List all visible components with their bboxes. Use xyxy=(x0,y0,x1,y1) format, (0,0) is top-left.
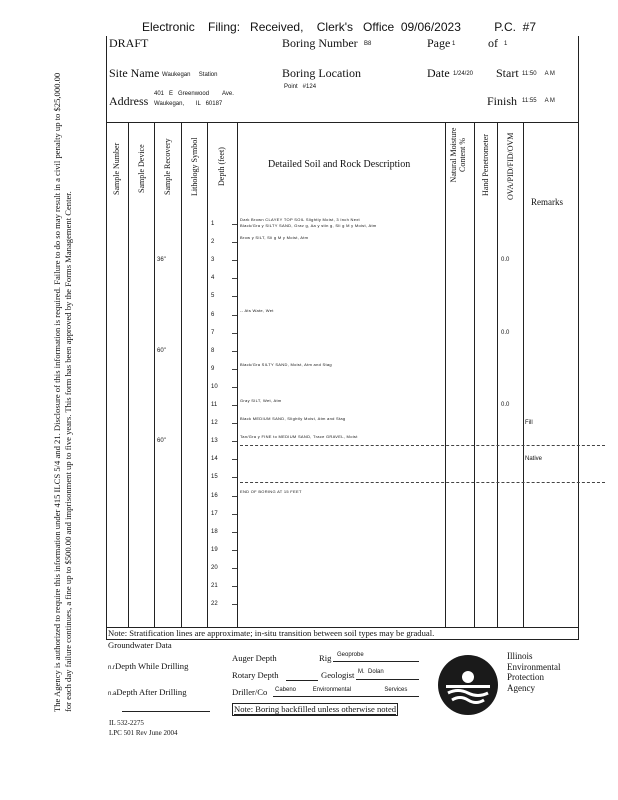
col-sample-recovery: Sample Recovery xyxy=(163,138,172,195)
depth-label: 10 xyxy=(211,383,218,390)
remark: Native xyxy=(525,456,543,463)
depth-label: 3 xyxy=(211,257,215,264)
recovery-value: 60" xyxy=(157,347,166,354)
address-line1: 401 E Greenwood Ave. xyxy=(154,91,234,97)
depth-tick xyxy=(232,351,237,352)
ova-reading: 0.0 xyxy=(501,329,510,336)
frame-right xyxy=(578,36,579,640)
strat-line xyxy=(240,445,605,446)
description-line: Dark Brown CLAYEY TOP SOIL Slightly Moist, 3 Inch Next xyxy=(240,217,360,222)
col-sample-number: Sample Number xyxy=(112,142,121,195)
page-value: 1 xyxy=(452,41,456,47)
description-line: Tan/Gra y FINE to MEDIUM SAND, Trace GRAVEL, Moist xyxy=(240,434,358,440)
ova-reading: 0.0 xyxy=(501,402,510,408)
geologist-value: M. Dolan xyxy=(358,669,384,675)
description-line: Black/Gra SILTY SAND, Moist, Atm and Stag xyxy=(240,361,332,367)
depth-label: 17 xyxy=(211,510,218,517)
backfill-note: Note: Boring backfilled unless otherwise noted xyxy=(234,704,397,714)
col-remarks: Remarks xyxy=(531,197,563,207)
driller-line xyxy=(273,696,419,697)
depth-tick xyxy=(232,568,237,569)
depth-label: 6 xyxy=(211,311,215,318)
driller-label: Driller/Co xyxy=(232,687,268,697)
col-description: Detailed Soil and Rock Description xyxy=(268,159,411,170)
col-divider xyxy=(207,122,208,627)
depth-tick xyxy=(232,405,237,406)
depth-label: 22 xyxy=(211,601,218,608)
date-label: Date xyxy=(427,66,450,80)
header-divider xyxy=(106,122,578,123)
depth-tick xyxy=(232,514,237,515)
depth-tick xyxy=(232,333,237,334)
depth-while-prefix: n.r xyxy=(108,665,116,671)
depth-after-prefix: n.a xyxy=(108,691,117,697)
depth-label: 4 xyxy=(211,275,215,282)
depth-tick xyxy=(232,477,237,478)
rotary-depth-line xyxy=(286,680,318,681)
site-name-value: Waukegan Station xyxy=(162,72,218,78)
finish-value: 11:55 A M xyxy=(522,98,555,104)
rig-value: Geoprobe xyxy=(337,652,364,658)
depth-label: 9 xyxy=(211,365,215,372)
col-lithology-symbol: Lithology Symbol xyxy=(190,137,199,196)
depth-tick xyxy=(232,532,237,533)
description-line: -- Ats Wate, Wet xyxy=(240,307,274,313)
col-penetrometer: Hand Penetrometer xyxy=(481,134,490,196)
address-line2: Waukegan, IL 60187 xyxy=(154,101,223,107)
depth-tick xyxy=(232,278,237,279)
stratification-note: Note: Stratification lines are approximate; in-situ transition between soil types may be gradual. xyxy=(108,628,435,638)
geologist-line xyxy=(356,679,419,680)
page-label: Page xyxy=(427,36,451,50)
depth-label: 16 xyxy=(211,492,218,499)
of-value: 1 xyxy=(504,41,508,47)
description-line: Gray SILT, Wet, Atm xyxy=(240,398,282,403)
filing-stamp: Electronic Filing: Received, Clerk's Office 09/06/2023 P.C. #7 xyxy=(142,20,537,34)
depth-tick xyxy=(232,459,237,460)
depth-after-drilling: n.aDepth After Drilling xyxy=(108,687,187,697)
frame-left xyxy=(106,36,107,640)
depth-label: 15 xyxy=(211,474,218,481)
address-label: Address xyxy=(109,94,149,108)
col-divider xyxy=(237,122,238,627)
recovery-value: 36" xyxy=(157,257,166,264)
date-value: 1/24/20 xyxy=(453,71,474,77)
boring-location-label: Boring Location xyxy=(282,66,361,80)
description-line: Black MEDIUM SAND, Slightly Moist, Atm and Stag xyxy=(240,416,346,422)
depth-tick xyxy=(232,550,237,551)
depth-tick xyxy=(232,441,237,442)
boring-location-value: Point #124 xyxy=(284,84,317,90)
boring-number-label: Boring Number xyxy=(282,36,358,50)
description-line: Black/Gra y SILTY SAND, Grav g, Aa y stin g, Sli g M y Moist, Atm xyxy=(240,223,377,228)
description-line: END OF BORING AT 15 FEET xyxy=(240,488,302,494)
rig-label: Rig xyxy=(319,653,332,663)
driller-value: Cabeno Environmental Services xyxy=(275,687,408,693)
iepa-logo xyxy=(436,653,500,717)
col-divider xyxy=(445,122,446,627)
depth-tick xyxy=(232,224,237,225)
form-id: IL 532-2275 xyxy=(109,719,144,727)
agency-name: Illinois Environmental Protection Agency xyxy=(507,651,561,693)
legal-side-text: The Agency is authorized to require this information under 415 ILCS 5/4 and 21. Disclosure of this information is required. Failure to do so may result in a civil penalty up to $25,000.00 for each day failure continues, a fine up to $500.00 and imprisonment up to five years. This form has been approved by the Forms Management Center. xyxy=(52,72,73,712)
depth-tick xyxy=(232,242,237,243)
rig-line xyxy=(333,661,419,662)
description-line: Brow y SILT, Sli g M y Moist, Atm xyxy=(240,235,309,241)
col-depth: Depth (feet) xyxy=(217,147,226,186)
col-divider xyxy=(128,122,129,627)
start-value: 11:50 A M xyxy=(522,71,555,77)
depth-label: 18 xyxy=(211,528,218,535)
col-divider xyxy=(154,122,155,627)
depth-label: 7 xyxy=(211,329,215,336)
start-label: Start xyxy=(496,66,519,80)
depth-label: 8 xyxy=(211,347,215,354)
depth-label: 2 xyxy=(211,239,215,246)
col-divider xyxy=(181,122,182,627)
depth-tick xyxy=(232,387,237,388)
depth-label: 19 xyxy=(211,546,218,553)
finish-label: Finish xyxy=(487,94,518,108)
depth-tick xyxy=(232,369,237,370)
depth-tick xyxy=(232,296,237,297)
depth-while-drilling: n.rDepth While Drilling xyxy=(108,661,189,671)
col-ova: OVA/PID/FID/OVM xyxy=(506,132,515,200)
boring-number-value: B8 xyxy=(364,41,372,47)
recovery-value: 60" xyxy=(157,438,166,445)
depth-label: 12 xyxy=(211,420,218,427)
depth-tick xyxy=(232,496,237,497)
depth-tick xyxy=(232,260,237,261)
note-bottom xyxy=(106,639,578,640)
col-divider xyxy=(497,122,498,627)
form-revision: LPC 501 Rev June 2004 xyxy=(109,729,178,737)
site-name-label: Site Name xyxy=(109,66,160,80)
draft-label: DRAFT xyxy=(109,36,149,50)
depth-tick xyxy=(232,423,237,424)
depth-label: 1 xyxy=(211,221,215,227)
depth-label: 5 xyxy=(211,293,215,300)
depth-tick xyxy=(232,604,237,605)
depth-tick xyxy=(232,586,237,587)
rotary-depth-label: Rotary Depth xyxy=(232,670,279,680)
depth-label: 11 xyxy=(211,402,218,408)
col-divider xyxy=(523,122,524,627)
groundwater-label: Groundwater Data xyxy=(108,640,172,650)
depth-after-line xyxy=(122,711,210,712)
depth-label: 13 xyxy=(211,438,218,445)
of-label: of xyxy=(488,36,498,50)
depth-label: 20 xyxy=(211,564,218,571)
col-moisture: Natural Moisture Content % xyxy=(449,127,467,183)
ova-reading: 0.0 xyxy=(501,257,510,264)
depth-label: 21 xyxy=(211,583,218,589)
remark: Fill xyxy=(525,420,533,427)
strat-line xyxy=(240,482,605,483)
geologist-label: Geologist xyxy=(321,670,355,680)
col-divider xyxy=(474,122,475,627)
depth-tick xyxy=(232,315,237,316)
depth-label: 14 xyxy=(211,456,218,463)
auger-depth-label: Auger Depth xyxy=(232,653,277,663)
col-sample-device: Sample Device xyxy=(137,144,146,193)
